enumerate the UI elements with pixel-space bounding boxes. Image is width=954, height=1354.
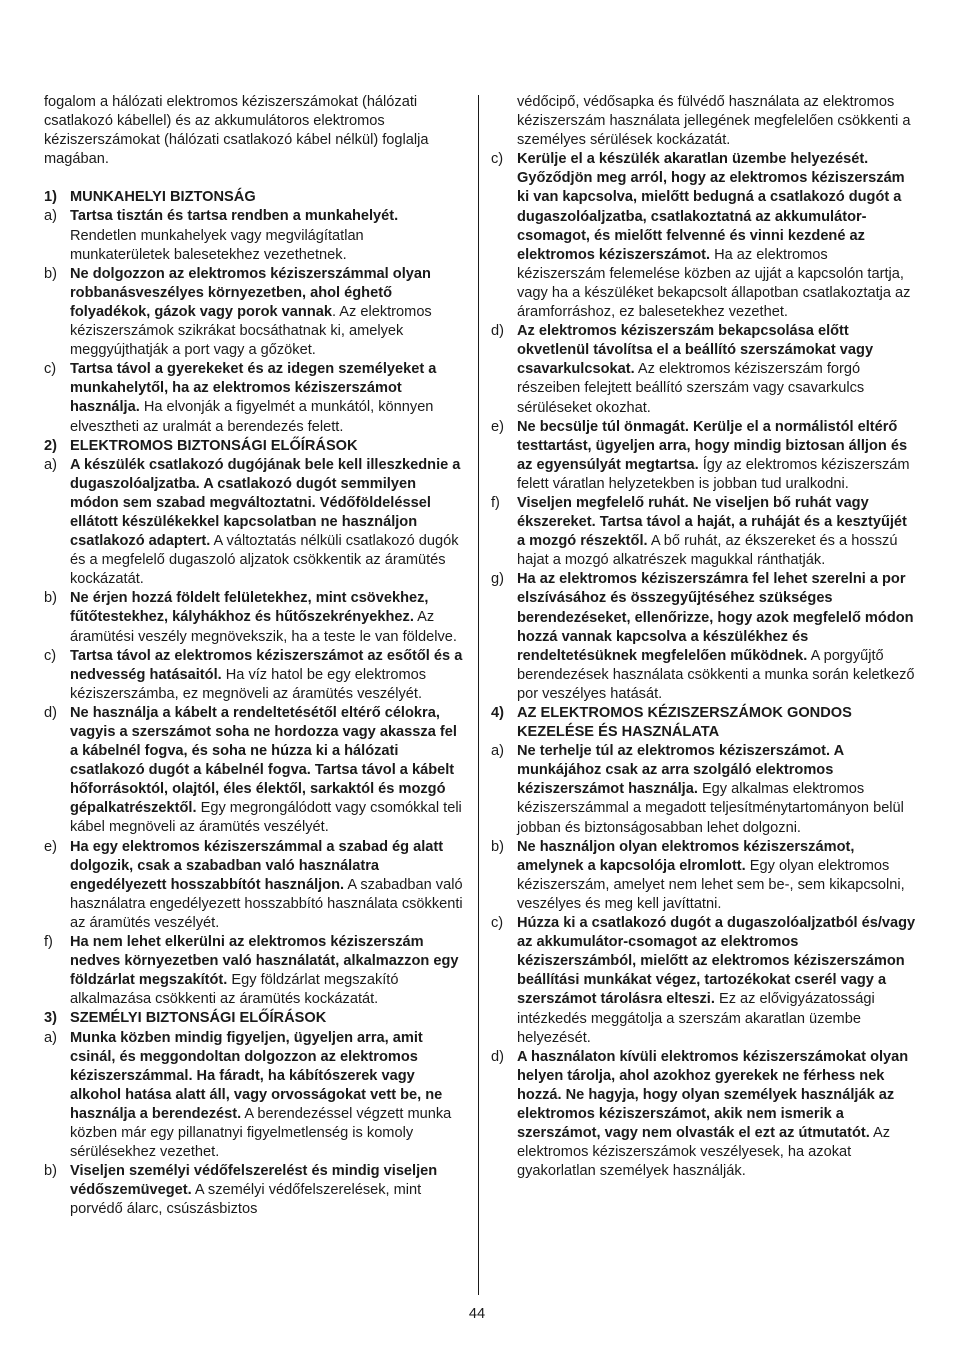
list-item: f) Viseljen megfelelő ruhát. Ne viseljen bő ruhát vagy ékszereket. Tartsa távol a haját, a ruháját és a kesztyűjét a mozgó részektől. A bő ruhát, az ékszereket és a hosszú hajat a mozgó alkatrészek magukkal ránthatják. xyxy=(491,494,907,569)
list-item: c) Húzza ki a csatlakozó dugót a dugaszolóaljzatból és/vagy az akkumulátor-csomagot az elektromos kéziszerszámból, mielőtt az elektromos kéziszerszámon beállítási munkákat végez, tartozékokat cserél vagy a szerszámot tárolásra elteszi. Ez az elővigyázatossági intézkedés meggátolja a szerszám akaratlan üzembe helyezését. xyxy=(491,915,916,1046)
list-item: a) Tartsa tisztán és tartsa rendben a munkahelyét. Rendetlen munkahelyek vagy megvilágítatlan munkaterületek balesetekhez vezethetnek. xyxy=(44,208,399,263)
list-item: a) A készülék csatlakozó dugójának bele kell illeszkednie a dugaszolóaljzatba. A csatlakozó dugót semmilyen módon sem szabad megváltoztatni. Védőföldeléssel ellátott készülékekkel kapcsolatban ne használjon csatlakozó adaptert. A változtatás nélküli csatlakozó dugók és a megfelelő dugaszoló aljzatok csökkentik az áramütés kockázatát. xyxy=(44,456,461,588)
list-item: a) Ne terhelje túl az elektromos kéziszerszámot. A munkájához csak az arra szolgáló elektromos kéziszerszámot használja. Egy alkalmas elektromos kéziszerszámmal a megadott teljesítménytartományon belül jobban és biztonságosabban lehet dolgozni. xyxy=(491,743,904,836)
list-item: d) Ne használja a kábelt a rendeltetésétől eltérő célokra, vagyis a szerszámot soha ne hordozza vagy akassza fel a kábelnél fogva, és soha ne húzza ki a hálózati csatlakozó dugót a kábelnél fogva. Tartsa távol a kábelt hőforrásoktól, olajtól, éles élektől, sarkaktól és mozgó gépalkatrészektől. Egy megrongálódott vagy csomókkal teli kábel megnöveli az áramütés veszélyét. xyxy=(44,704,462,836)
continuation-text: védőcipő, védősapka és fülvédő használata az elektromos kéziszerszám használata jellegének megfelelően csökkenti a személyes sérülések kockázatát. xyxy=(517,94,911,149)
list-item: d) A használaton kívüli elektromos kéziszerszámokat olyan helyen tárolja, ahol azokhoz gyerekek ne férhess nek hozzá. Ne hagyja, hogy olyan személyek használják az elektromos kéziszerszámot, akik nem ismerik a szerszámot, vagy nem olvasták el ezt az útmutatót. Az elektromos kéziszerszámok veszélyesek, ha azokat gyakorlatlan személyek használják. xyxy=(491,1048,909,1180)
list-item: f) Ha nem lehet elkerülni az elektromos kéziszerszám nedves környezetben való használatát, alkalmazzon egy földzárlat megszakítót. Egy földzárlat megszakító alkalmazása csökkenti az áramütés kockázatát. xyxy=(44,934,459,1008)
section-4-heading: 4) AZ ELEKTROMOS KÉZISZERSZÁMOK GONDOS KEZELÉSE ÉS HASZNÁLATA xyxy=(491,705,852,741)
left-column xyxy=(44,93,465,1219)
page-number: 44 xyxy=(468,1306,486,1322)
list-item: e) Ne becsülje túl önmagát. Kerülje el a normálistól eltérő testtartást, ügyeljen arra, hogy mindig biztosan álljon és az egyensúlyát megtartsa. Így az elektromos kéziszerszám felett váratlan helyzetekben is jobban tud uralkodni. xyxy=(491,418,910,492)
list-item: a) Munka közben mindig figyeljen, ügyeljen arra, amit csinál, és meggondoltan dolgozzon az elektromos kéziszerszámmal. Ha fáradt, ha kábítószerek vagy alkohol hatása alatt áll, vagy orvosságokat vett be, ne használja a berendezést. A berendezéssel végzett munka közben már egy pillanatnyi figyelmetlenség is komoly sérülésekhez vezethet. xyxy=(44,1029,452,1161)
section-2-heading: 2) ELEKTROMOS BIZTONSÁGI ELŐÍRÁSOK xyxy=(44,437,358,454)
intro-paragraph: fogalom a hálózati elektromos kéziszerszámokat (hálózati csatlakozó kábellel) és az akkumulátoros elektromos kéziszerszámokat (hálózati csatlakozó kábel nélkül) foglalja magában. xyxy=(44,94,429,168)
right-column xyxy=(491,93,916,1181)
column-divider xyxy=(478,95,479,1295)
list-item: c) Tartsa távol a gyerekeket és az idegen személyeket a munkahelytől, ha az elektromos kéziszerszámot használja. Ha elvonják a figyelmét a munkától, könnyen elvesztheti az uralmát a berendezés felett. xyxy=(44,361,437,435)
list-item: e) Ha egy elektromos kéziszerszámmal a szabad ég alatt dolgozik, csak a szabadban való használatra engedélyezett hosszabbítót használjon. A szabadban való használatra engedélyezett hosszabbító használata csökkenti az áramütés veszélyét. xyxy=(44,838,463,931)
list-item: c) Kerülje el a készülék akaratlan üzembe helyezését. Győződjön meg arról, hogy az elektromos kéziszerszám ki van kapcsolva, mielőtt bedugná a csatlakozó dugót a dugaszolóaljzatba, csatlakoztatná az akkumulátor-csomagot, és mielőtt felvenné és vinni kezdené az elektromos kéziszerszámot. Ha az elektromos kéziszerszám felemelése közben az ujját a kapcsolón tartja, vagy ha a készüléket bekapcsolt állapotban csatlakoztatja az áramforráshoz, ez balesetekhez vezethet. xyxy=(491,151,911,321)
list-item: d) Az elektromos kéziszerszám bekapcsolása előtt okvetlenül távolítsa el a beállító szerszámokat vagy csavarkulcsokat. Az elektromos kéziszerszám forgó részeiben felejtett beállító szerszám vagy csavarkulcs sérüléseket okozhat. xyxy=(491,323,874,416)
list-item: c) Tartsa távol az elektromos kéziszerszámot az esőtől és a nedvesség hatásaitól. Ha víz hatol be egy elektromos kéziszerszámba, ez megnöveli az áramütés veszélyét. xyxy=(44,647,463,702)
section-1-heading: 1) MUNKAHELYI BIZTONSÁG xyxy=(44,189,256,206)
list-item: b) Ne dolgozzon az elektromos kéziszerszámmal olyan robbanásveszélyes környezetben, ahol éghető folyadékok, gázok vagy porok vannak. Az elektromos kéziszerszámok szikrákat bocsáthatnak ki, amelyek meggyújthatják a port vagy a gőzöket. xyxy=(44,265,432,359)
list-item: b) Ne érjen hozzá földelt felületekhez, mint csövekhez, fűtőtestekhez, kályhákhoz és hűtőszekrényekhez. Az áramütési veszély megnövekszik, ha a teste le van földelve. xyxy=(44,590,457,645)
section-3-heading: 3) SZEMÉLYI BIZTONSÁGI ELŐÍRÁSOK xyxy=(44,1010,327,1027)
list-item: g) Ha az elektromos kéziszerszámra fel lehet szerelni a por elszívásához és összegyűjtéséhez szükséges berendezéseket, ellenőrizze, hogy azok megfelelő módon hozzá vannak kapcsolva a készülékhez és rendeltetésüknek megfelelően működnek. A porgyűjtő berendezések használata csökkenti a munka során keletkező por veszélyes hatását. xyxy=(491,571,915,702)
list-item: b) Viseljen személyi védőfelszerelést és mindig viseljen védőszemüveget. A személyi védőfelszerelések, mint porvédő álarc, csúszásbiztos xyxy=(44,1163,438,1218)
list-item: b) Ne használjon olyan elektromos kéziszerszámot, amelynek a kapcsolója elromlott. Egy olyan elektromos kéziszerszám, amelyet nem lehet sem be-, sem kikapcsolni, veszélyes és meg kell javíttatni. xyxy=(491,838,905,912)
